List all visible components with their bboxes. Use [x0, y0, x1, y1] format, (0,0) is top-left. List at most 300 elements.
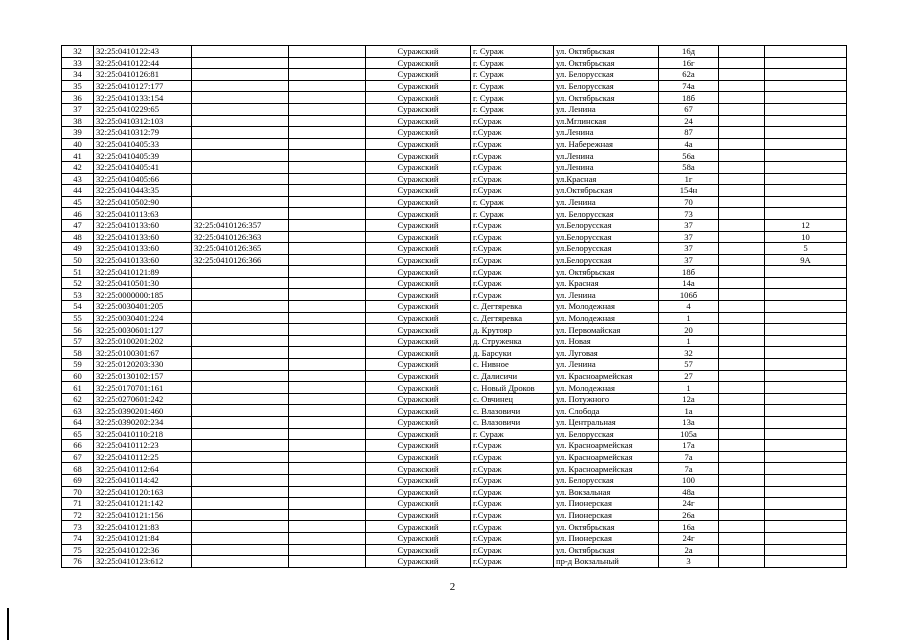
cell-sub-cadastral-number	[192, 289, 289, 301]
cell-street: ул. Красноармейская	[554, 451, 659, 463]
cell-apartment-number	[765, 382, 847, 394]
cell-sub-cadastral-number: 32:25:0410126:357	[192, 219, 289, 231]
cell-row-number: 53	[62, 289, 94, 301]
cell-settlement: г. Сураж	[471, 103, 554, 115]
cell-apartment-number	[765, 266, 847, 278]
cell-settlement: г.Сураж	[471, 127, 554, 139]
cell-district: Суражский	[366, 243, 471, 255]
cell-blank	[289, 324, 366, 336]
cell-district: Суражский	[366, 463, 471, 475]
cell-street: ул. Красная	[554, 277, 659, 289]
cell-house-number: 18б	[659, 92, 719, 104]
cell-sub-cadastral-number: 32:25:0410126:363	[192, 231, 289, 243]
cell-apartment-number	[765, 80, 847, 92]
cell-settlement: г.Сураж	[471, 451, 554, 463]
cell-blank	[289, 219, 366, 231]
cell-blank	[289, 161, 366, 173]
cell-street: ул. Луговая	[554, 347, 659, 359]
cell-cadastral-number: 32:25:0410122:36	[94, 544, 192, 556]
cell-cadastral-number: 32:25:0410405:41	[94, 161, 192, 173]
cell-cadastral-number: 32:25:0410122:44	[94, 57, 192, 69]
table-row	[62, 92, 847, 104]
table-row	[62, 509, 847, 521]
cell-street: ул.Ленина	[554, 150, 659, 162]
cell-row-number: 50	[62, 254, 94, 266]
cell-row-number: 44	[62, 185, 94, 197]
cell-house-number: 16д	[659, 46, 719, 58]
cell-house-number: 3	[659, 556, 719, 568]
cell-apartment-number	[765, 335, 847, 347]
cell-sub-cadastral-number	[192, 532, 289, 544]
cell-row-number: 73	[62, 521, 94, 533]
cell-extra	[719, 335, 765, 347]
cell-settlement: с. Овчинец	[471, 393, 554, 405]
cell-apartment-number	[765, 324, 847, 336]
table-body	[62, 46, 847, 568]
cell-street: ул. Пионерская	[554, 532, 659, 544]
cell-row-number: 37	[62, 103, 94, 115]
cell-blank	[289, 417, 366, 429]
cell-district: Суражский	[366, 208, 471, 220]
cell-settlement: г. Сураж	[471, 69, 554, 81]
cell-apartment-number	[765, 301, 847, 313]
cell-row-number: 35	[62, 80, 94, 92]
cell-sub-cadastral-number	[192, 80, 289, 92]
cell-blank	[289, 208, 366, 220]
cell-house-number: 14а	[659, 277, 719, 289]
cell-settlement: г.Сураж	[471, 521, 554, 533]
table-row	[62, 289, 847, 301]
cell-cadastral-number: 32:25:0410133:60	[94, 219, 192, 231]
land-plots-table	[61, 45, 847, 568]
cell-extra	[719, 69, 765, 81]
cell-sub-cadastral-number	[192, 196, 289, 208]
cell-street: ул. Белорусская	[554, 474, 659, 486]
cell-apartment-number	[765, 289, 847, 301]
cell-row-number: 71	[62, 498, 94, 510]
cell-apartment-number	[765, 359, 847, 371]
cell-cadastral-number: 32:25:0410502:90	[94, 196, 192, 208]
cell-house-number: 16а	[659, 521, 719, 533]
cell-blank	[289, 80, 366, 92]
cell-cadastral-number: 32:25:0390202:234	[94, 417, 192, 429]
cell-cadastral-number: 32:25:0410133:60	[94, 254, 192, 266]
cell-apartment-number: 10	[765, 231, 847, 243]
cell-row-number: 63	[62, 405, 94, 417]
cell-street: ул.Белорусская	[554, 231, 659, 243]
cell-apartment-number	[765, 277, 847, 289]
table-row	[62, 208, 847, 220]
cell-blank	[289, 103, 366, 115]
table-row	[62, 243, 847, 255]
cell-street: ул. Красноармейская	[554, 370, 659, 382]
scan-edge-mark	[7, 608, 9, 640]
cell-street: ул. Пионерская	[554, 509, 659, 521]
cell-apartment-number: 9А	[765, 254, 847, 266]
cell-settlement: г.Сураж	[471, 463, 554, 475]
cell-apartment-number	[765, 69, 847, 81]
cell-street: ул. Октябрьская	[554, 92, 659, 104]
cell-blank	[289, 92, 366, 104]
cell-street: ул. Октябрьская	[554, 521, 659, 533]
cell-street: ул. Молодежная	[554, 382, 659, 394]
cell-house-number: 24г	[659, 532, 719, 544]
table-row	[62, 127, 847, 139]
cell-sub-cadastral-number	[192, 370, 289, 382]
cell-cadastral-number: 32:25:0410126:81	[94, 69, 192, 81]
table-row	[62, 69, 847, 81]
cell-house-number: 1	[659, 312, 719, 324]
cell-apartment-number	[765, 185, 847, 197]
cell-settlement: г.Сураж	[471, 532, 554, 544]
cell-row-number: 58	[62, 347, 94, 359]
cell-street: ул. Октябрьская	[554, 266, 659, 278]
cell-extra	[719, 509, 765, 521]
cell-sub-cadastral-number	[192, 69, 289, 81]
cell-row-number: 39	[62, 127, 94, 139]
cell-extra	[719, 359, 765, 371]
cell-settlement: г.Сураж	[471, 115, 554, 127]
table-row	[62, 219, 847, 231]
cell-district: Суражский	[366, 312, 471, 324]
cell-extra	[719, 498, 765, 510]
cell-cadastral-number: 32:25:0410229:65	[94, 103, 192, 115]
cell-row-number: 34	[62, 69, 94, 81]
cell-settlement: г. Сураж	[471, 80, 554, 92]
cell-sub-cadastral-number	[192, 359, 289, 371]
cell-sub-cadastral-number	[192, 301, 289, 313]
cell-blank	[289, 150, 366, 162]
table-row	[62, 80, 847, 92]
cell-street: ул. Пионерская	[554, 498, 659, 510]
cell-street: ул. Октябрьская	[554, 46, 659, 58]
cell-district: Суражский	[366, 254, 471, 266]
cell-cadastral-number: 32:25:0390201:460	[94, 405, 192, 417]
cell-house-number: 56а	[659, 150, 719, 162]
cell-district: Суражский	[366, 556, 471, 568]
cell-house-number: 1г	[659, 173, 719, 185]
cell-blank	[289, 359, 366, 371]
cell-cadastral-number: 32:25:0410112:23	[94, 440, 192, 452]
cell-settlement: с. Влазовичи	[471, 405, 554, 417]
cell-blank	[289, 556, 366, 568]
table-row	[62, 370, 847, 382]
cell-house-number: 18б	[659, 266, 719, 278]
cell-apartment-number	[765, 509, 847, 521]
cell-extra	[719, 382, 765, 394]
cell-settlement: с. Далисичи	[471, 370, 554, 382]
cell-extra	[719, 115, 765, 127]
cell-blank	[289, 46, 366, 58]
cell-house-number: 4	[659, 301, 719, 313]
cell-sub-cadastral-number	[192, 335, 289, 347]
cell-house-number: 106б	[659, 289, 719, 301]
cell-row-number: 76	[62, 556, 94, 568]
cell-blank	[289, 382, 366, 394]
cell-row-number: 48	[62, 231, 94, 243]
cell-settlement: г. Сураж	[471, 208, 554, 220]
cell-apartment-number	[765, 208, 847, 220]
cell-street: ул. Первомайская	[554, 324, 659, 336]
cell-apartment-number: 5	[765, 243, 847, 255]
cell-settlement: г.Сураж	[471, 243, 554, 255]
cell-street: ул.Ленина	[554, 161, 659, 173]
cell-sub-cadastral-number	[192, 185, 289, 197]
cell-district: Суражский	[366, 219, 471, 231]
table-row	[62, 532, 847, 544]
cell-apartment-number	[765, 544, 847, 556]
cell-cadastral-number: 32:25:0410121:84	[94, 532, 192, 544]
table-row	[62, 254, 847, 266]
cell-row-number: 64	[62, 417, 94, 429]
cell-cadastral-number: 32:25:0030401:224	[94, 312, 192, 324]
cell-settlement: с. Дегтяревка	[471, 301, 554, 313]
cell-sub-cadastral-number	[192, 498, 289, 510]
cell-sub-cadastral-number	[192, 544, 289, 556]
cell-row-number: 45	[62, 196, 94, 208]
cell-extra	[719, 474, 765, 486]
cell-blank	[289, 370, 366, 382]
cell-cadastral-number: 32:25:0410110:218	[94, 428, 192, 440]
cell-cadastral-number: 32:25:0410501:30	[94, 277, 192, 289]
table-row	[62, 196, 847, 208]
table-row	[62, 277, 847, 289]
cell-blank	[289, 115, 366, 127]
cell-sub-cadastral-number	[192, 474, 289, 486]
cell-row-number: 42	[62, 161, 94, 173]
table-row	[62, 57, 847, 69]
cell-apartment-number	[765, 196, 847, 208]
cell-district: Суражский	[366, 80, 471, 92]
cell-street: ул.Белорусская	[554, 254, 659, 266]
cell-row-number: 54	[62, 301, 94, 313]
cell-house-number: 16г	[659, 57, 719, 69]
cell-settlement: г.Сураж	[471, 486, 554, 498]
cell-sub-cadastral-number	[192, 440, 289, 452]
cell-apartment-number	[765, 347, 847, 359]
cell-settlement: с. Влазовичи	[471, 417, 554, 429]
cell-blank	[289, 243, 366, 255]
cell-settlement: г.Сураж	[471, 254, 554, 266]
cell-district: Суражский	[366, 92, 471, 104]
cell-district: Суражский	[366, 301, 471, 313]
cell-sub-cadastral-number	[192, 161, 289, 173]
cell-cadastral-number: 32:25:0410123:612	[94, 556, 192, 568]
cell-settlement: г.Сураж	[471, 509, 554, 521]
cell-extra	[719, 277, 765, 289]
cell-apartment-number	[765, 46, 847, 58]
cell-apartment-number	[765, 532, 847, 544]
cell-settlement: г.Сураж	[471, 150, 554, 162]
cell-apartment-number	[765, 103, 847, 115]
cell-district: Суражский	[366, 161, 471, 173]
cell-row-number: 33	[62, 57, 94, 69]
cell-blank	[289, 173, 366, 185]
table-row	[62, 417, 847, 429]
cell-settlement: г.Сураж	[471, 277, 554, 289]
cell-apartment-number	[765, 463, 847, 475]
cell-sub-cadastral-number	[192, 405, 289, 417]
cell-blank	[289, 335, 366, 347]
cell-house-number: 57	[659, 359, 719, 371]
cell-apartment-number	[765, 428, 847, 440]
cell-extra	[719, 532, 765, 544]
cell-blank	[289, 521, 366, 533]
cell-blank	[289, 486, 366, 498]
cell-apartment-number	[765, 370, 847, 382]
cell-apartment-number	[765, 150, 847, 162]
table-row	[62, 46, 847, 58]
cell-blank	[289, 254, 366, 266]
cell-house-number: 2а	[659, 544, 719, 556]
cell-sub-cadastral-number	[192, 277, 289, 289]
cell-row-number: 74	[62, 532, 94, 544]
cell-extra	[719, 405, 765, 417]
cell-house-number: 87	[659, 127, 719, 139]
cell-sub-cadastral-number	[192, 103, 289, 115]
cell-extra	[719, 161, 765, 173]
cell-district: Суражский	[366, 185, 471, 197]
cell-district: Суражский	[366, 474, 471, 486]
page-number: 2	[449, 581, 456, 593]
cell-sub-cadastral-number	[192, 266, 289, 278]
cell-cadastral-number: 32:25:0410121:83	[94, 521, 192, 533]
cell-street: ул. Молодежная	[554, 301, 659, 313]
cell-house-number: 74а	[659, 80, 719, 92]
cell-district: Суражский	[366, 231, 471, 243]
cell-apartment-number	[765, 312, 847, 324]
cell-district: Суражский	[366, 451, 471, 463]
cell-extra	[719, 289, 765, 301]
cell-cadastral-number: 32:25:0410133:60	[94, 243, 192, 255]
cell-street: ул. Набережная	[554, 138, 659, 150]
cell-row-number: 55	[62, 312, 94, 324]
table-row	[62, 451, 847, 463]
cell-house-number: 26а	[659, 509, 719, 521]
table-row	[62, 150, 847, 162]
cell-extra	[719, 417, 765, 429]
cell-settlement: с. Новый Дроков	[471, 382, 554, 394]
cell-settlement: г. Сураж	[471, 428, 554, 440]
cell-apartment-number	[765, 440, 847, 452]
cell-street: ул. Новая	[554, 335, 659, 347]
table-row	[62, 301, 847, 313]
cell-row-number: 51	[62, 266, 94, 278]
cell-row-number: 61	[62, 382, 94, 394]
cell-apartment-number	[765, 115, 847, 127]
table-row	[62, 556, 847, 568]
cell-extra	[719, 208, 765, 220]
cell-apartment-number	[765, 173, 847, 185]
table-row	[62, 359, 847, 371]
cell-street: пр-д Вокзальный	[554, 556, 659, 568]
cell-extra	[719, 150, 765, 162]
cell-row-number: 70	[62, 486, 94, 498]
cell-extra	[719, 544, 765, 556]
table-row	[62, 382, 847, 394]
cell-blank	[289, 532, 366, 544]
cell-settlement: г.Сураж	[471, 440, 554, 452]
cell-sub-cadastral-number	[192, 208, 289, 220]
cell-house-number: 73	[659, 208, 719, 220]
cell-district: Суражский	[366, 428, 471, 440]
cell-cadastral-number: 32:25:0030601:127	[94, 324, 192, 336]
cell-settlement: с. Нивное	[471, 359, 554, 371]
table-row	[62, 115, 847, 127]
cell-house-number: 37	[659, 254, 719, 266]
cell-cadastral-number: 32:25:0030401:205	[94, 301, 192, 313]
cell-cadastral-number: 32:25:0130102:157	[94, 370, 192, 382]
cell-district: Суражский	[366, 196, 471, 208]
cell-district: Суражский	[366, 440, 471, 452]
cell-street: ул. Белорусская	[554, 208, 659, 220]
cell-settlement: г.Сураж	[471, 185, 554, 197]
cell-street: ул. Белорусская	[554, 80, 659, 92]
cell-extra	[719, 463, 765, 475]
cell-apartment-number	[765, 451, 847, 463]
table-row	[62, 474, 847, 486]
cell-house-number: 1а	[659, 405, 719, 417]
cell-blank	[289, 138, 366, 150]
cell-blank	[289, 347, 366, 359]
cell-district: Суражский	[366, 173, 471, 185]
cell-district: Суражский	[366, 509, 471, 521]
cell-apartment-number	[765, 556, 847, 568]
cell-row-number: 36	[62, 92, 94, 104]
cell-row-number: 38	[62, 115, 94, 127]
cell-house-number: 24	[659, 115, 719, 127]
table-row	[62, 428, 847, 440]
cell-cadastral-number: 32:25:0270601:242	[94, 393, 192, 405]
cell-apartment-number	[765, 474, 847, 486]
cell-district: Суражский	[366, 266, 471, 278]
cell-extra	[719, 301, 765, 313]
cell-row-number: 56	[62, 324, 94, 336]
cell-district: Суражский	[366, 150, 471, 162]
cell-extra	[719, 103, 765, 115]
table-row	[62, 347, 847, 359]
table-row	[62, 185, 847, 197]
cell-blank	[289, 277, 366, 289]
cell-extra	[719, 451, 765, 463]
cell-apartment-number: 12	[765, 219, 847, 231]
cell-apartment-number	[765, 127, 847, 139]
cell-house-number: 37	[659, 231, 719, 243]
cell-row-number: 52	[62, 277, 94, 289]
cell-house-number: 58а	[659, 161, 719, 173]
cell-house-number: 32	[659, 347, 719, 359]
cell-blank	[289, 428, 366, 440]
cell-street: ул. Слобода	[554, 405, 659, 417]
cell-sub-cadastral-number	[192, 521, 289, 533]
cell-apartment-number	[765, 393, 847, 405]
cell-district: Суражский	[366, 393, 471, 405]
cell-sub-cadastral-number	[192, 173, 289, 185]
cell-row-number: 66	[62, 440, 94, 452]
cell-house-number: 48а	[659, 486, 719, 498]
cell-house-number: 17а	[659, 440, 719, 452]
cell-cadastral-number: 32:25:0410121:142	[94, 498, 192, 510]
cell-extra	[719, 185, 765, 197]
cell-street: ул. Вокзальная	[554, 486, 659, 498]
cell-blank	[289, 544, 366, 556]
cell-row-number: 69	[62, 474, 94, 486]
cell-cadastral-number: 32:25:0410133:154	[94, 92, 192, 104]
cell-sub-cadastral-number	[192, 486, 289, 498]
cell-extra	[719, 127, 765, 139]
cell-extra	[719, 428, 765, 440]
cell-house-number: 37	[659, 219, 719, 231]
